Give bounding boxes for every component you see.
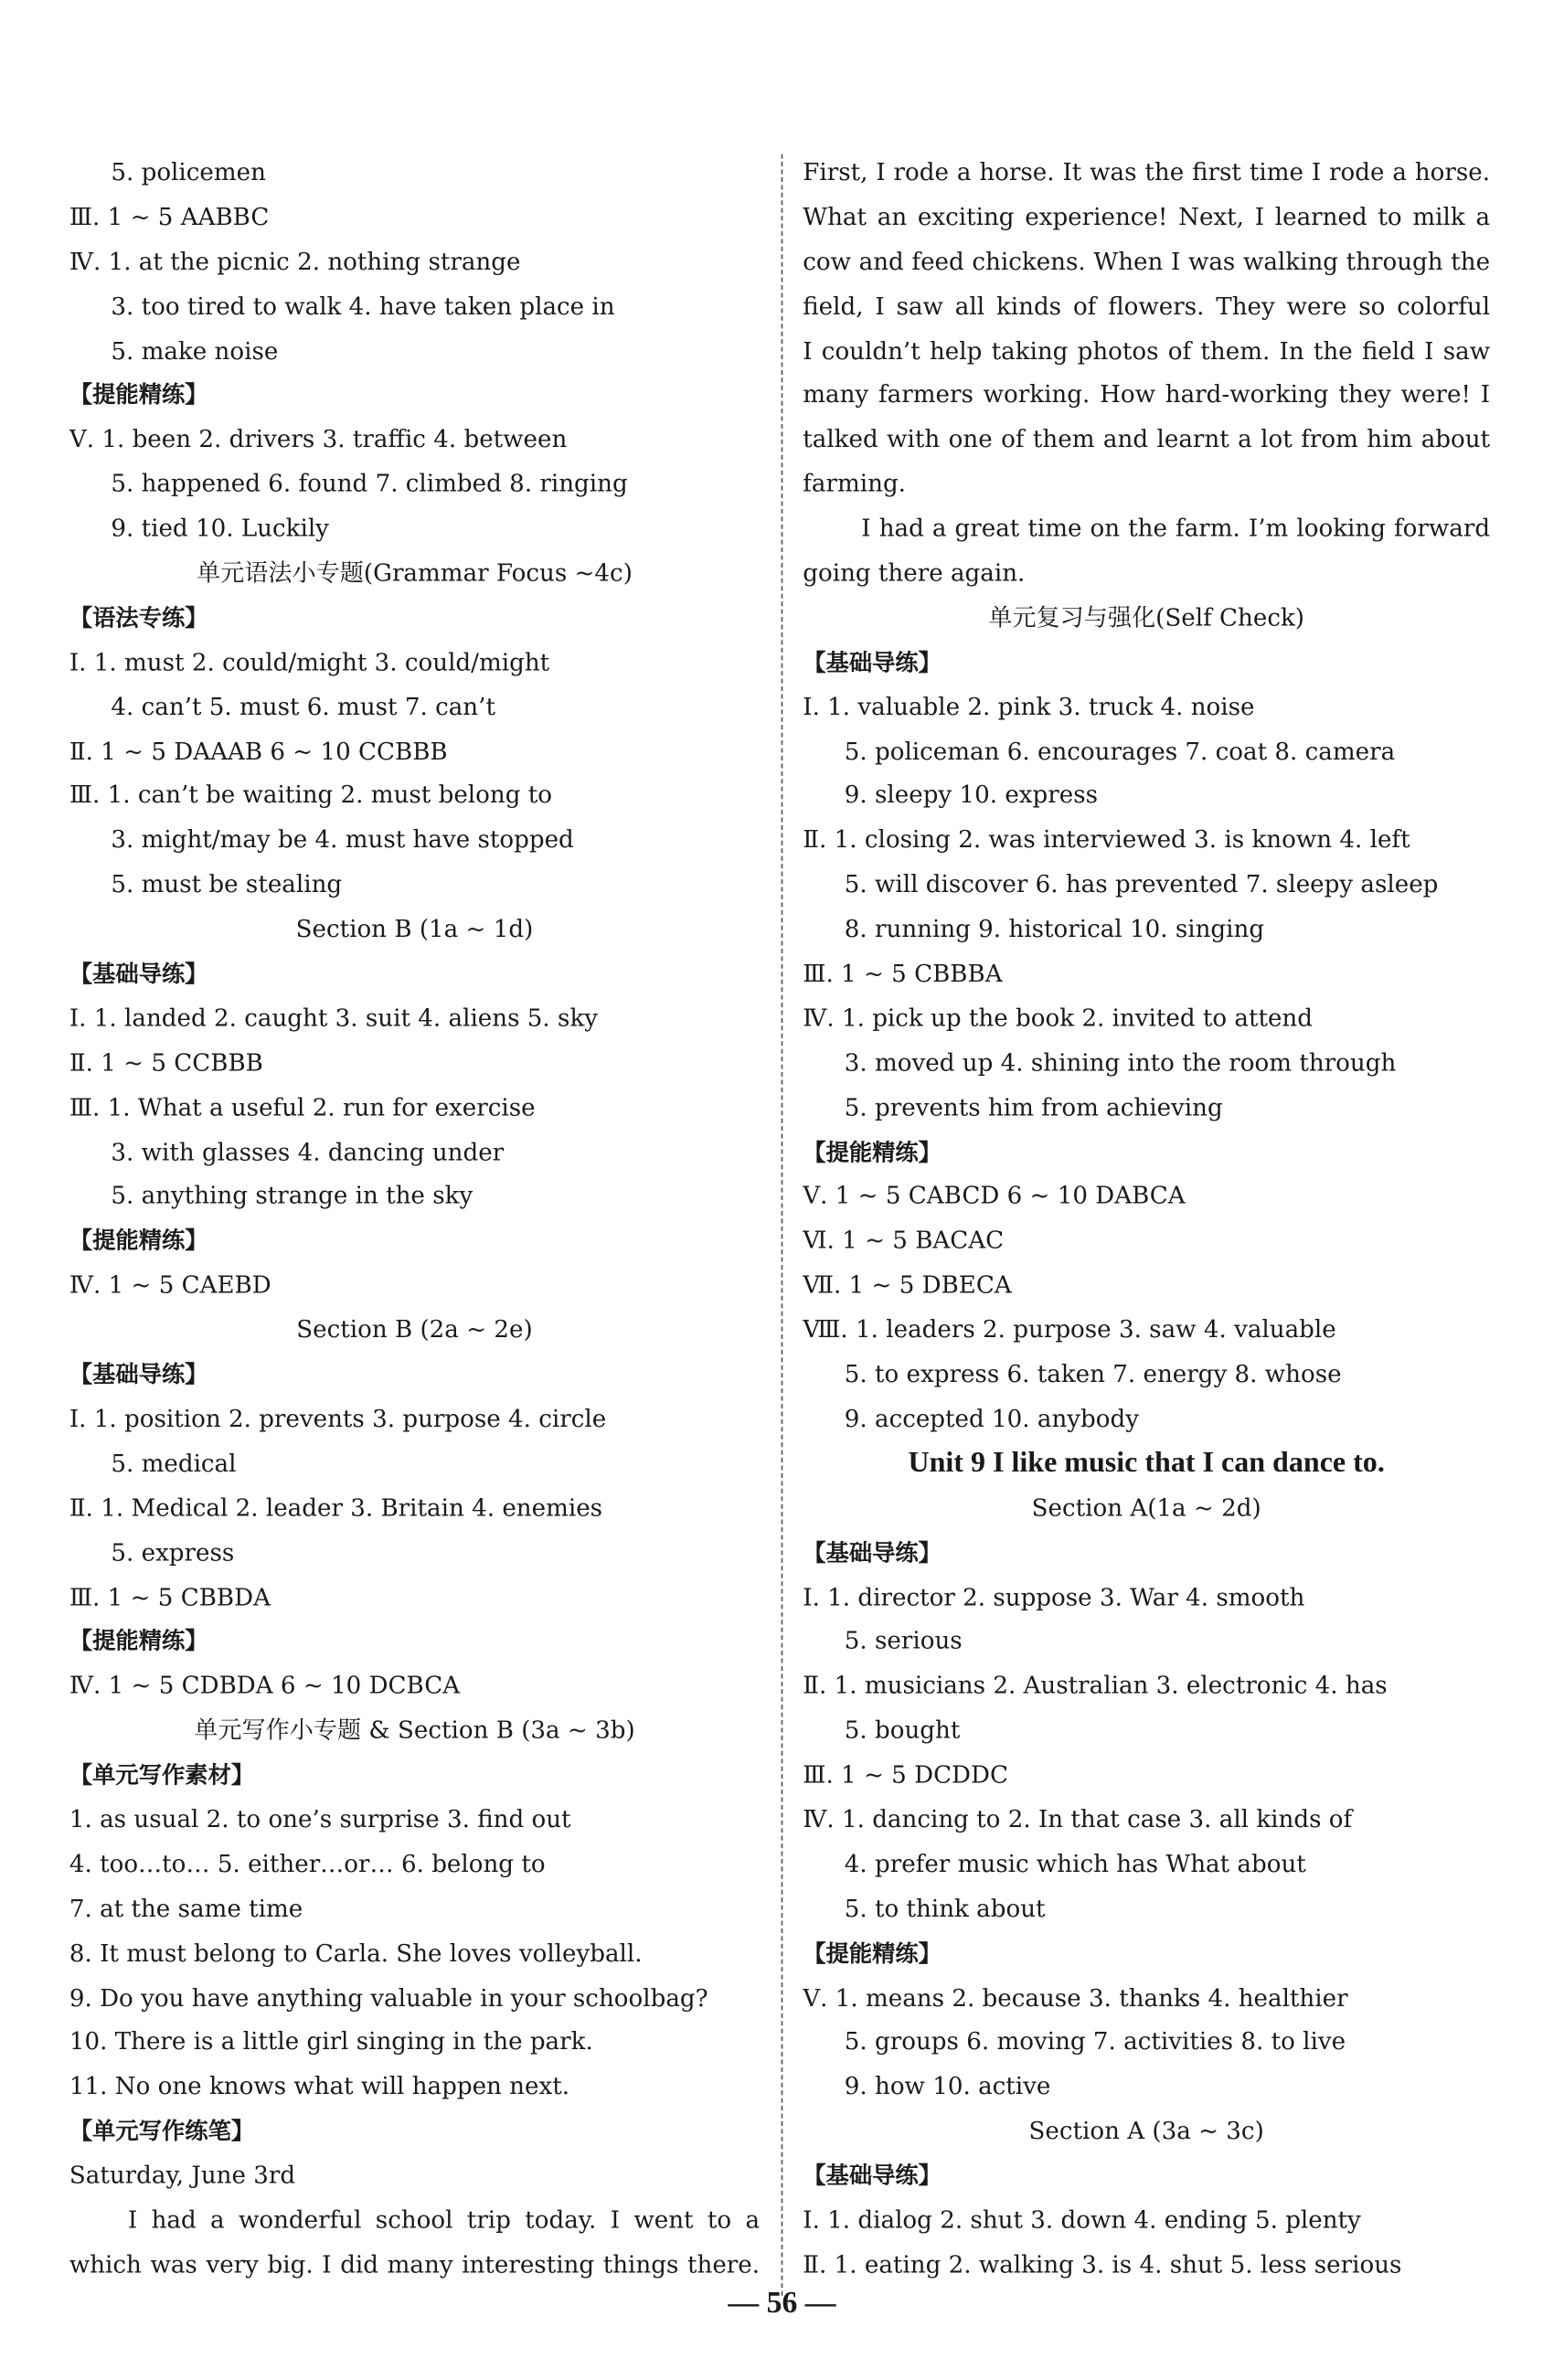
section-title: 单元写作小专题 & Section B (3a ~ 3b): [194, 1716, 635, 1745]
answer-line: 10. There is a little girl singing in the park.: [69, 2028, 593, 2056]
answer-line: Ⅳ. 1. at the picnic 2. nothing strange: [69, 248, 521, 276]
section-heading: 【单元写作练笔】: [69, 2117, 255, 2145]
section-heading: 【提能精练】: [69, 1227, 208, 1255]
essay-line: many farmers working. How hard-working they were! I: [803, 381, 1491, 409]
essay-line: What an exciting experience! Next, I learned to milk a: [803, 203, 1491, 231]
answer-line: Saturday, June 3rd: [69, 2162, 296, 2190]
unit-title: Unit 9 I like music that I can dance to.: [908, 1446, 1385, 1479]
answer-line: Ⅲ. 1. can’t be waiting 2. must belong to: [69, 781, 552, 810]
answer-line: 5. happened 6. found 7. climbed 8. ringing: [111, 470, 628, 498]
essay-line: I had a wonderful school trip today. I went to a: [127, 2205, 761, 2235]
answer-line: Ⅱ. 1 ~ 5 CCBBB: [69, 1048, 263, 1077]
answer-line: 5. groups 6. moving 7. activities 8. to live: [844, 2028, 1346, 2056]
answer-line: 9. accepted 10. anybody: [844, 1405, 1139, 1433]
page-number: — 56 —: [728, 2286, 836, 2321]
answer-line: 8. running 9. historical 10. singing: [844, 915, 1265, 943]
answer-line: 5. policemen: [111, 158, 266, 186]
essay-line: farming.: [803, 470, 906, 498]
answer-line: 5. make noise: [111, 336, 279, 365]
essay-line: talked with one of them and learnt a lot from him about: [803, 425, 1491, 454]
answer-line: Ⅷ. 1. leaders 2. purpose 3. saw 4. valuable: [803, 1315, 1336, 1344]
answer-line: Ⅳ. 1. pick up the book 2. invited to attend: [803, 1004, 1314, 1033]
essay-line: First, I rode a horse. It was the first time I rode a horse.: [803, 158, 1491, 186]
answer-line: Ⅳ. 1 ~ 5 CAEBD: [69, 1271, 271, 1300]
answer-line: 5. must be stealing: [111, 870, 343, 899]
section-heading: 【基础导练】: [69, 960, 208, 988]
column-divider: [782, 154, 783, 2296]
answer-line: 5. serious: [844, 1627, 963, 1656]
answer-line: 9. sleepy 10. express: [844, 781, 1099, 810]
essay-line: going there again.: [803, 558, 1026, 588]
section-heading: 【基础导练】: [803, 648, 942, 676]
section-title: Section B (1a ~ 1d): [295, 915, 534, 943]
answer-line: Ⅰ. 1. position 2. prevents 3. purpose 4. circle: [69, 1405, 607, 1433]
answer-line: 4. too…to… 5. either…or… 6. belong to: [69, 1850, 546, 1878]
answer-line: 1. as usual 2. to one’s surprise 3. find out: [69, 1805, 571, 1833]
answer-line: Ⅳ. 1 ~ 5 CDBDA 6 ~ 10 DCBCA: [69, 1672, 461, 1700]
answer-line: 5. express: [111, 1538, 235, 1567]
essay-line: which was very big. I did many interesting things there.: [69, 2250, 761, 2279]
answer-line: 5. to express 6. taken 7. energy 8. whose: [844, 1360, 1342, 1388]
answer-line: Ⅱ. 1. closing 2. was interviewed 3. is known 4. left: [803, 826, 1410, 855]
answer-line: 9. tied 10. Luckily: [111, 515, 329, 543]
essay-line: field, I saw all kinds of flowers. They were so colorful: [803, 292, 1491, 321]
answer-line: 7. at the same time: [69, 1894, 303, 1923]
answer-line: Ⅵ. 1 ~ 5 BACAC: [803, 1227, 1005, 1255]
section-heading: 【语法专练】: [69, 603, 208, 632]
answer-line: 3. might/may be 4. must have stopped: [111, 826, 574, 855]
answer-line: Ⅰ. 1. valuable 2. pink 3. truck 4. noise: [803, 693, 1255, 721]
answer-line: 3. moved up 4. shining into the room through: [844, 1048, 1397, 1077]
section-title: Section A (3a ~ 3c): [1028, 2117, 1264, 2145]
essay-line: I couldn’t help taking photos of them. In the field I saw: [803, 336, 1491, 365]
section-heading: 【提能精练】: [803, 1138, 942, 1166]
answer-line: Ⅳ. 1. dancing to 2. In that case 3. all kinds of: [803, 1805, 1353, 1833]
answer-line: Ⅲ. 1 ~ 5 CBBDA: [69, 1583, 271, 1611]
answer-line: 3. too tired to walk 4. have taken place in: [111, 292, 615, 321]
answer-line: Ⅶ. 1 ~ 5 DBECA: [803, 1271, 1012, 1300]
essay-line: cow and feed chickens. When I was walking through the: [803, 248, 1491, 276]
answer-line: 4. prefer music which has What about: [844, 1850, 1306, 1878]
answer-line: 9. how 10. active: [844, 2072, 1051, 2101]
answer-line: Ⅰ. 1. landed 2. caught 3. suit 4. aliens 5. sky: [69, 1004, 599, 1033]
answer-line: Ⅱ. 1. eating 2. walking 3. is 4. shut 5. less serious: [803, 2250, 1402, 2279]
answer-line: Ⅴ. 1. means 2. because 3. thanks 4. healthier: [803, 1983, 1348, 2012]
answer-line: 5. policeman 6. encourages 7. coat 8. camera: [844, 737, 1396, 766]
answer-line: Ⅱ. 1. musicians 2. Australian 3. electronic 4. has: [803, 1672, 1388, 1700]
answer-line: Ⅱ. 1. Medical 2. leader 3. Britain 4. enemies: [69, 1493, 603, 1522]
answer-line: 8. It must belong to Carla. She loves volleyball.: [69, 1939, 643, 1968]
answer-line: Ⅴ. 1. been 2. drivers 3. traffic 4. between: [69, 425, 568, 454]
section-heading: 【基础导练】: [69, 1360, 208, 1388]
section-heading: 【基础导练】: [803, 2162, 942, 2190]
section-title: 单元语法小专题(Grammar Focus ~4c): [196, 558, 633, 588]
section-title: Section B (2a ~ 2e): [296, 1315, 533, 1344]
answer-line: Ⅱ. 1 ~ 5 DAAAB 6 ~ 10 CCBBB: [69, 737, 448, 766]
answer-line: 5. will discover 6. has prevented 7. sleepy asleep: [844, 870, 1439, 899]
answer-line: 4. can’t 5. must 6. must 7. can’t: [111, 693, 495, 721]
answer-line: Ⅲ. 1 ~ 5 AABBC: [69, 203, 270, 231]
answer-line: Ⅰ. 1. director 2. suppose 3. War 4. smooth: [803, 1583, 1305, 1611]
section-title: 单元复习与强化(Self Check): [988, 603, 1305, 632]
answer-line: 11. No one knows what will happen next.: [69, 2072, 570, 2101]
answer-line: 5. medical: [111, 1449, 237, 1478]
answer-line: Ⅰ. 1. must 2. could/might 3. could/might: [69, 648, 550, 676]
answer-line: 5. prevents him from achieving: [844, 1093, 1223, 1121]
section-heading: 【提能精练】: [803, 1939, 942, 1968]
answer-line: 5. bought: [844, 1716, 961, 1745]
answer-line: 9. Do you have anything valuable in your schoolbag?: [69, 1983, 708, 2012]
section-heading: 【提能精练】: [69, 1627, 208, 1656]
essay-line: I had a great time on the farm. I’m looking forward: [861, 515, 1491, 543]
section-heading: 【基础导练】: [803, 1538, 942, 1567]
section-heading: 【单元写作素材】: [69, 1760, 255, 1790]
answer-line: Ⅲ. 1 ~ 5 DCDDC: [803, 1760, 1008, 1790]
left-column: [69, 151, 760, 2288]
right-column: [803, 151, 1490, 2288]
section-heading: 【提能精练】: [69, 381, 208, 409]
answer-line: Ⅴ. 1 ~ 5 CABCD 6 ~ 10 DABCA: [803, 1182, 1186, 1211]
answer-line: Ⅲ. 1 ~ 5 CBBBA: [803, 960, 1003, 988]
answer-line: 3. with glasses 4. dancing under: [111, 1138, 505, 1166]
answer-line: Ⅰ. 1. dialog 2. shut 3. down 4. ending 5. plenty: [803, 2205, 1361, 2235]
section-title: Section A(1a ~ 2d): [1031, 1493, 1261, 1522]
answer-line: 5. anything strange in the sky: [111, 1182, 473, 1211]
answer-line: 5. to think about: [844, 1894, 1046, 1923]
answer-line: Ⅲ. 1. What a useful 2. run for exercise: [69, 1093, 536, 1121]
